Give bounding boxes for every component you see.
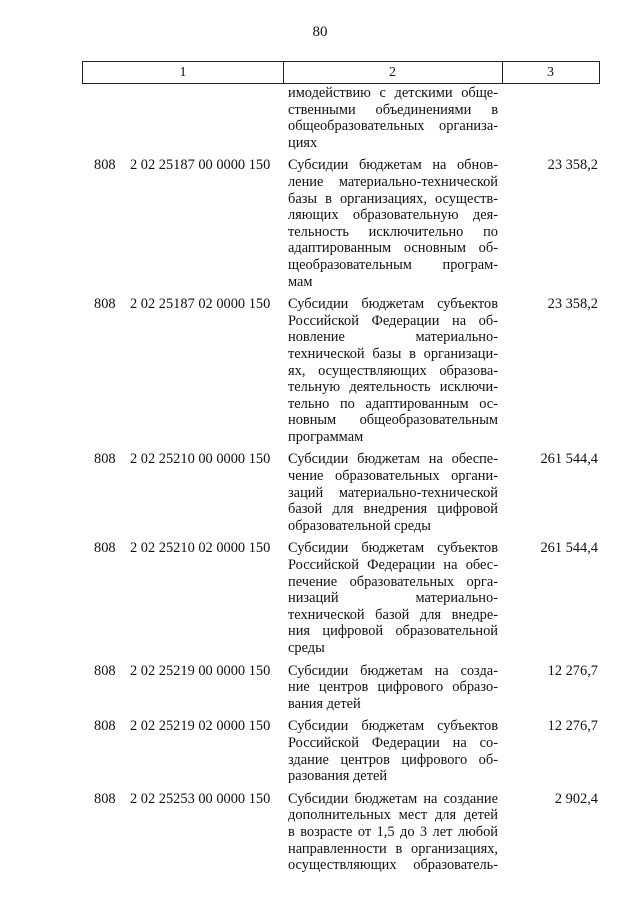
text-line: общеобразовательных организа- bbox=[288, 118, 498, 135]
text-line: Российской Федерации на со- bbox=[288, 734, 498, 751]
table-row bbox=[0, 718, 640, 784]
text-line: здание центров цифрового об- bbox=[288, 751, 498, 768]
text-line: Субсидии бюджетам субъектов bbox=[288, 296, 498, 313]
text-line: новным общеобразовательным bbox=[288, 412, 498, 429]
text-line: чение образовательных органи- bbox=[288, 468, 498, 485]
admin-code: 808 bbox=[94, 296, 116, 313]
table-header bbox=[82, 61, 600, 84]
amount: 12 276,7 bbox=[547, 718, 598, 735]
text-line: низаций материально- bbox=[288, 590, 498, 607]
text-line: Субсидии бюджетам субъектов bbox=[288, 540, 498, 557]
description bbox=[288, 791, 498, 874]
text-line: ях, осуществляющих образова- bbox=[288, 362, 498, 379]
budget-classification-code: 2 02 25219 00 0000 150 bbox=[130, 662, 271, 679]
amount: 12 276,7 bbox=[547, 662, 598, 679]
text-line: вания детей bbox=[288, 695, 361, 712]
table-row bbox=[0, 663, 640, 713]
admin-code: 808 bbox=[94, 718, 116, 735]
text-line: Субсидии бюджетам субъектов bbox=[288, 718, 498, 735]
text-line: Субсидии бюджетам на обнов- bbox=[288, 157, 498, 174]
column-header-2: 2 bbox=[283, 62, 503, 83]
text-line: адаптированным основным об- bbox=[288, 240, 498, 257]
budget-classification-code: 2 02 25253 00 0000 150 bbox=[130, 790, 271, 807]
amount: 23 358,2 bbox=[547, 296, 598, 313]
budget-classification-code: 2 02 25219 02 0000 150 bbox=[130, 718, 271, 735]
column-header-1: 1 bbox=[83, 62, 284, 83]
text-line: Субсидии бюджетам на обеспе- bbox=[288, 451, 498, 468]
text-line: тельно по адаптированным ос- bbox=[288, 395, 498, 412]
description bbox=[288, 663, 498, 713]
page-number: 80 bbox=[312, 24, 328, 40]
text-line: новление материально- bbox=[288, 329, 498, 346]
text-line: образовательной среды bbox=[288, 517, 431, 534]
budget-classification-code: 2 02 25210 00 0000 150 bbox=[130, 451, 271, 468]
budget-classification-code: 2 02 25187 00 0000 150 bbox=[130, 157, 271, 174]
text-line: Российской Федерации на об- bbox=[288, 312, 498, 329]
text-line: разования детей bbox=[288, 768, 388, 785]
text-line: программам bbox=[288, 428, 364, 445]
text-line: ственными объединениями в bbox=[288, 101, 498, 118]
table-row bbox=[0, 451, 640, 534]
table-row bbox=[0, 157, 640, 290]
text-line: Российской Федерации на обес- bbox=[288, 557, 498, 574]
amount: 23 358,2 bbox=[547, 157, 598, 174]
text-line: дополнительных мест для детей bbox=[288, 807, 498, 824]
admin-code: 808 bbox=[94, 662, 116, 679]
text-line: направленности в организациях, bbox=[288, 840, 498, 857]
description bbox=[288, 451, 498, 534]
text-line: мам bbox=[288, 273, 313, 290]
description bbox=[288, 540, 498, 656]
text-line: тельность исключительно по bbox=[288, 223, 498, 240]
text-line: ляющих образовательную дея- bbox=[288, 207, 498, 224]
budget-classification-code: 2 02 25187 02 0000 150 bbox=[130, 296, 271, 313]
text-line: технической базы в организаци- bbox=[288, 345, 498, 362]
text-line: Субсидии бюджетам на создание bbox=[288, 790, 498, 807]
text-line: ния цифровой образовательной bbox=[288, 623, 498, 640]
amount: 261 544,4 bbox=[540, 540, 598, 557]
admin-code: 808 bbox=[94, 451, 116, 468]
text-line: тельную деятельность исключи- bbox=[288, 379, 498, 396]
table-row bbox=[0, 296, 640, 445]
text-line: циях bbox=[288, 134, 318, 151]
budget-classification-code: 2 02 25210 02 0000 150 bbox=[130, 540, 271, 557]
description bbox=[288, 296, 498, 445]
text-line: имодействию с детскими обще- bbox=[288, 85, 498, 101]
admin-code: 808 bbox=[94, 157, 116, 174]
text-line: ление материально-технической bbox=[288, 173, 498, 190]
text-line: в возрасте от 1,5 до 3 лет любой bbox=[288, 823, 498, 840]
text-line: Субсидии бюджетам на созда- bbox=[288, 662, 498, 679]
description bbox=[288, 157, 498, 290]
amount: 261 544,4 bbox=[540, 451, 598, 468]
text-line: базой для внедрения цифровой bbox=[288, 501, 498, 518]
description bbox=[288, 718, 498, 784]
text-line: щеобразовательным програм- bbox=[288, 256, 498, 273]
admin-code: 808 bbox=[94, 790, 116, 807]
table-row bbox=[0, 540, 640, 656]
column-header-3: 3 bbox=[547, 65, 554, 80]
table-row bbox=[0, 791, 640, 874]
text-line: ние центров цифрового образо- bbox=[288, 679, 498, 696]
text-line: среды bbox=[288, 640, 325, 656]
text-line: технической базой для внедре- bbox=[288, 606, 498, 623]
text-line: печение образовательных орга- bbox=[288, 573, 498, 590]
text-line: базы в организациях, осуществ- bbox=[288, 190, 498, 207]
table-body bbox=[0, 85, 640, 874]
admin-code: 808 bbox=[94, 540, 116, 557]
continuation-text bbox=[288, 85, 498, 151]
text-line: заций материально-технической bbox=[288, 484, 498, 501]
text-line: осуществляющих образователь- bbox=[288, 857, 498, 874]
amount: 2 902,4 bbox=[554, 790, 598, 807]
